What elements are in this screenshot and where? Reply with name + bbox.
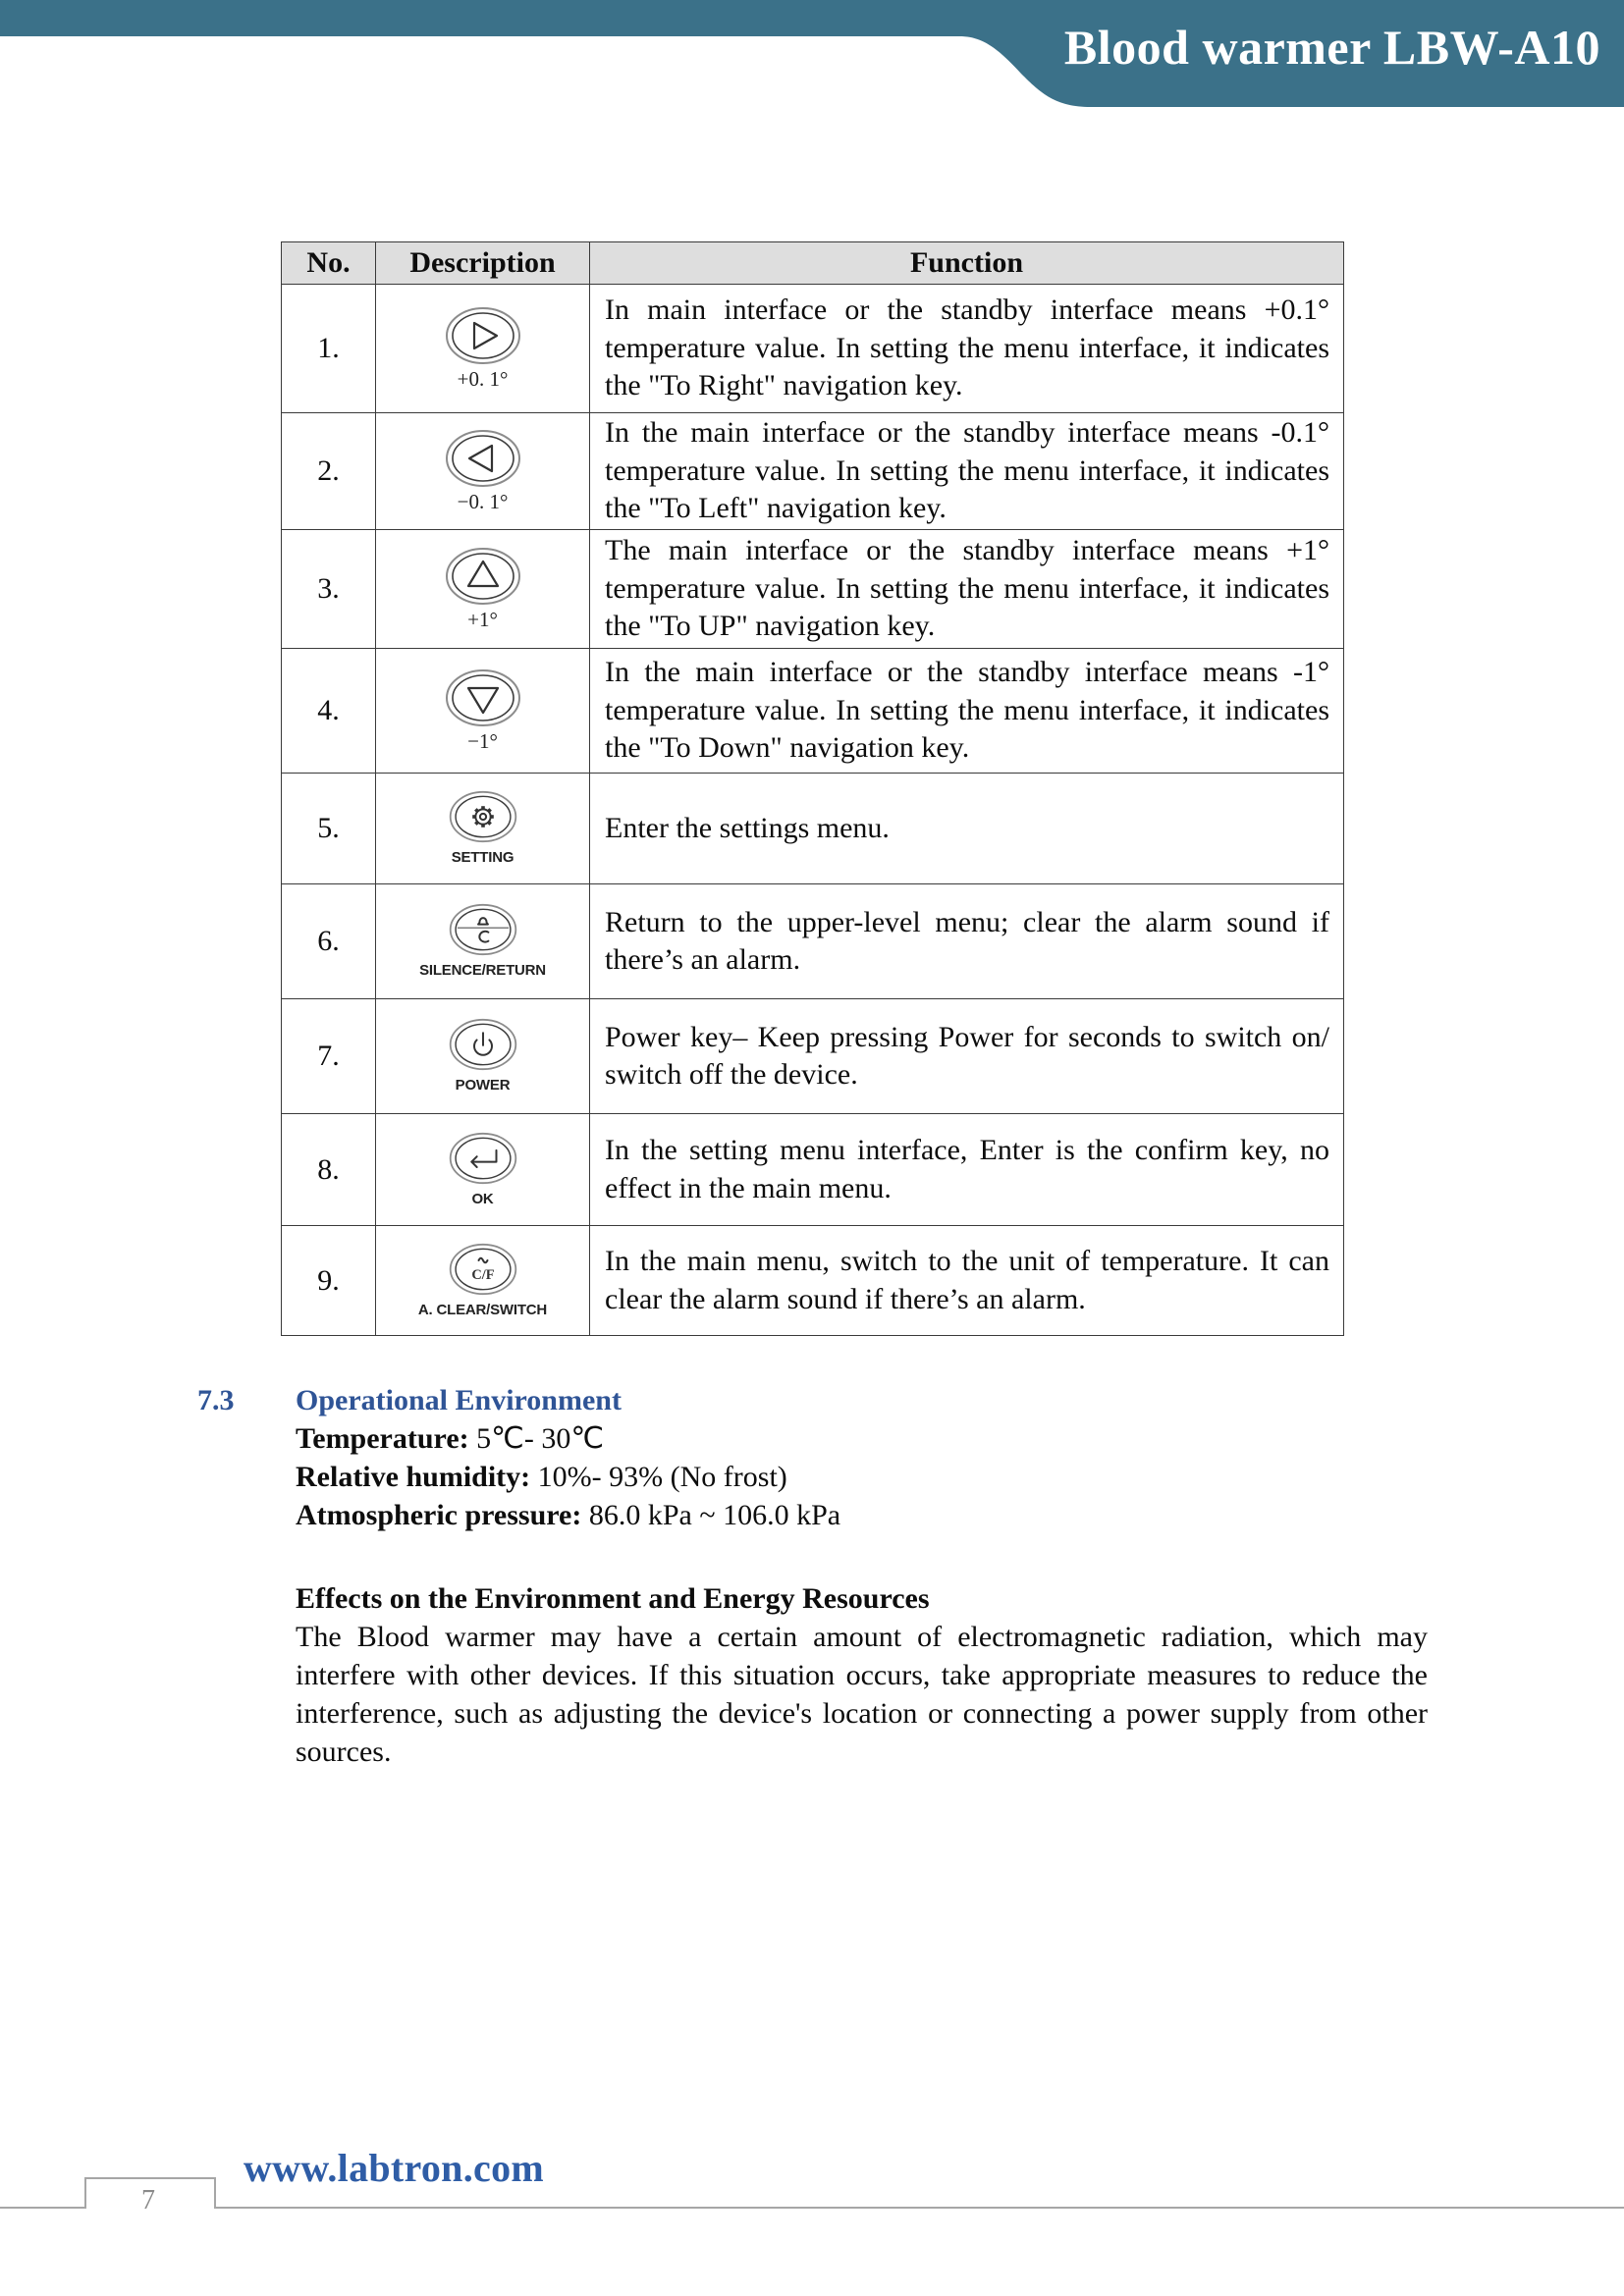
row-number: 1. — [282, 285, 376, 413]
key-graphic — [376, 789, 589, 868]
table-row — [282, 884, 1344, 999]
effects-heading: Effects on the Environment and Energy Resources — [296, 1582, 930, 1615]
settings-gear-key-icon — [448, 789, 518, 844]
column-header-description: Description — [376, 242, 590, 285]
key-label: A. CLEAR/SWITCH — [417, 1301, 548, 1318]
key-function: Enter the settings menu. — [590, 774, 1344, 884]
key-function: Return to the upper-level menu; clear the alarm sound if there’s an alarm. — [590, 884, 1344, 999]
key-function: In the main interface or the standby interface means -1° temperature value. In setting the menu interface, it indicates the "To Down" navigation key. — [590, 649, 1344, 774]
key-description — [376, 1114, 590, 1226]
row-number: 8. — [282, 1114, 376, 1226]
key-description — [376, 530, 590, 649]
section-number: 7.3 — [197, 1384, 235, 1416]
table-row — [282, 530, 1344, 649]
key-graphic — [376, 902, 589, 981]
row-number: 6. — [282, 884, 376, 999]
footer-website-link[interactable]: www.labtron.com — [244, 2146, 544, 2190]
key-label: −1° — [467, 729, 498, 753]
column-header-function: Function — [590, 242, 1344, 285]
key-description — [376, 774, 590, 884]
table-header-row — [282, 242, 1344, 285]
table-row — [282, 285, 1344, 413]
table-row — [282, 1226, 1344, 1336]
key-label: −0. 1° — [457, 490, 509, 513]
down-arrow-key-icon — [444, 668, 522, 727]
condition-value: 86.0 kPa ~ 106.0 kPa — [588, 1499, 841, 1531]
row-number: 3. — [282, 530, 376, 649]
key-function: Power key– Keep pressing Power for seconds to switch on/ switch off the device. — [590, 999, 1344, 1114]
key-graphic — [376, 306, 589, 391]
key-graphic — [376, 547, 589, 631]
table-row — [282, 774, 1344, 884]
condition-temperature — [296, 1419, 840, 1458]
key-function: In the setting menu interface, Enter is the confirm key, no effect in the main menu. — [590, 1114, 1344, 1226]
row-number: 7. — [282, 999, 376, 1114]
key-graphic — [376, 668, 589, 753]
key-description — [376, 649, 590, 774]
key-graphic — [376, 1017, 589, 1095]
key-label: SILENCE/RETURN — [419, 962, 546, 979]
document-title: Blood warmer LBW-A10 — [1063, 20, 1600, 75]
key-label: +1° — [467, 608, 498, 631]
key-function: In main interface or the standby interface means +0.1° temperature value. In setting the menu interface, it indicates the "To Right" navigation key. — [590, 285, 1344, 413]
key-description — [376, 413, 590, 530]
condition-value: 5℃- 30℃ — [476, 1422, 605, 1455]
table-row — [282, 1114, 1344, 1226]
key-function: The main interface or the standby interface means +1° temperature value. In setting the menu interface, it indicates the "To UP" navigation key. — [590, 530, 1344, 649]
row-number: 4. — [282, 649, 376, 774]
section-title: Operational Environment — [296, 1384, 622, 1416]
key-graphic — [376, 1131, 589, 1209]
key-description — [376, 1226, 590, 1336]
condition-value: 10%- 93% (No frost) — [537, 1461, 787, 1493]
key-label: +0. 1° — [457, 367, 509, 391]
footer-rule — [0, 2167, 1624, 2213]
row-number: 2. — [282, 413, 376, 530]
condition-pressure — [296, 1496, 840, 1534]
key-label: SETTING — [451, 849, 514, 866]
key-label: OK — [471, 1190, 494, 1207]
key-description — [376, 884, 590, 999]
left-arrow-key-icon — [444, 429, 522, 488]
enter-ok-key-icon — [448, 1131, 518, 1186]
condition-humidity — [296, 1458, 840, 1496]
key-function: In the main interface or the standby interface means -0.1° temperature value. In setting the menu interface, it indicates the "To Left" navigation key. — [590, 413, 1344, 530]
up-arrow-key-icon — [444, 547, 522, 606]
row-number: 5. — [282, 774, 376, 884]
temperature-unit-switch-key-icon — [448, 1242, 518, 1297]
condition-label: Temperature: — [296, 1422, 469, 1455]
key-description — [376, 999, 590, 1114]
table-row — [282, 649, 1344, 774]
key-graphic — [376, 429, 589, 513]
condition-label: Atmospheric pressure: — [296, 1499, 582, 1531]
power-key-icon — [448, 1017, 518, 1072]
key-graphic — [376, 1242, 589, 1320]
condition-label: Relative humidity: — [296, 1461, 531, 1493]
key-icon-text: C/F — [470, 1266, 495, 1283]
silence-return-key-icon — [448, 902, 518, 957]
key-label: POWER — [455, 1077, 511, 1094]
right-arrow-key-icon — [444, 306, 522, 365]
key-description — [376, 285, 590, 413]
column-header-no: No. — [282, 242, 376, 285]
operating-conditions — [296, 1419, 840, 1534]
effects-paragraph: The Blood warmer may have a certain amount of electromagnetic radiation, which may interfere with other devices. If this situation occurs, take appropriate measures to reduce the interference, such as adjusting the device's location or connecting a power supply from other sources. — [296, 1621, 1428, 1768]
key-function: In the main menu, switch to the unit of temperature. It can clear the alarm sound if there’s an alarm. — [590, 1226, 1344, 1336]
key-function-table — [281, 241, 1344, 1336]
table-row — [282, 413, 1344, 530]
table-row — [282, 999, 1344, 1114]
page-number: 7 — [141, 2185, 155, 2216]
row-number: 9. — [282, 1226, 376, 1336]
